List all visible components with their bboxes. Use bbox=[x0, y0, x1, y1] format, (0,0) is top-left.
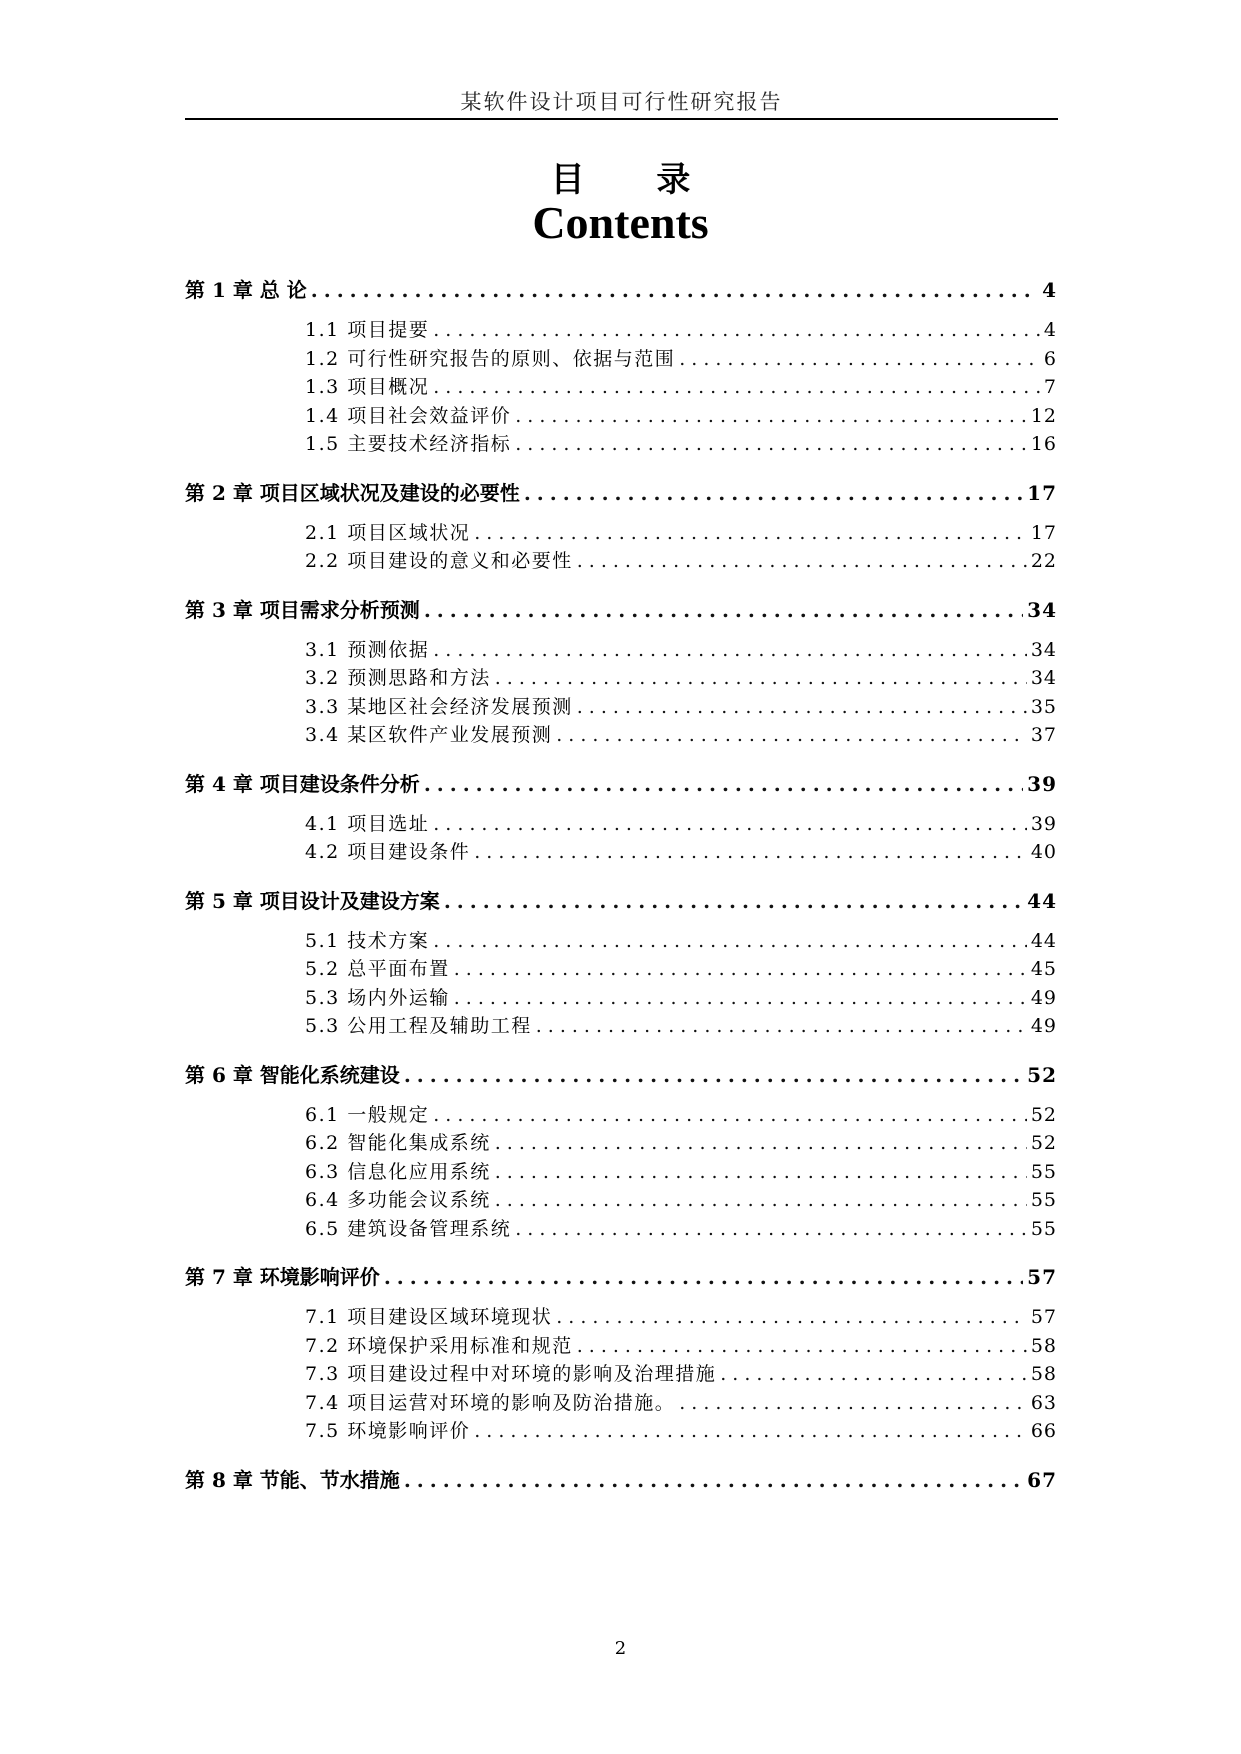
chapter-page-number: 52 bbox=[1027, 1062, 1057, 1087]
dot-leader bbox=[404, 1055, 1023, 1095]
dot-leader bbox=[536, 1012, 1027, 1041]
section-page-number: 63 bbox=[1030, 1391, 1057, 1414]
toc-chapter bbox=[185, 764, 1057, 867]
dot-leader bbox=[515, 430, 1027, 459]
chapter-title: 第 3 章 项目需求分析预测 bbox=[185, 597, 420, 622]
section-page-number: 45 bbox=[1030, 958, 1057, 980]
section-page-number: 35 bbox=[1030, 695, 1057, 718]
section-page-number: 49 bbox=[1030, 1015, 1057, 1037]
toc-section-entry[interactable] bbox=[185, 345, 1057, 374]
section-page-number: 4 bbox=[1043, 319, 1057, 341]
chapter-page-number: 34 bbox=[1027, 597, 1057, 622]
toc-section-entry[interactable] bbox=[185, 810, 1057, 839]
toc-section-entry[interactable] bbox=[185, 1129, 1057, 1158]
dot-leader bbox=[424, 764, 1023, 804]
toc-title-chinese: 目 录 bbox=[550, 160, 721, 200]
toc-section-entry[interactable] bbox=[185, 1360, 1057, 1389]
section-title: 7.4 项目运营对环境的影响及防治措施。 bbox=[305, 1391, 676, 1414]
section-title: 7.2 环境保护采用标准和规范 bbox=[305, 1334, 573, 1357]
section-title: 6.5 建筑设备管理系统 bbox=[305, 1217, 512, 1240]
section-title: 2.2 项目建设的意义和必要性 bbox=[305, 550, 573, 572]
toc-chapter-entry[interactable] bbox=[185, 764, 1057, 804]
section-title: 4.1 项目选址 bbox=[305, 812, 430, 835]
section-title: 1.5 主要技术经济指标 bbox=[305, 433, 512, 455]
section-title: 6.1 一般规定 bbox=[305, 1103, 430, 1126]
dot-leader bbox=[311, 270, 1038, 310]
section-page-number: 55 bbox=[1030, 1189, 1057, 1211]
section-title: 7.5 环境影响评价 bbox=[305, 1420, 471, 1442]
dot-leader bbox=[524, 473, 1023, 513]
chapter-title: 第 5 章 项目设计及建设方案 bbox=[185, 888, 440, 913]
section-title: 3.2 预测思路和方法 bbox=[305, 667, 491, 689]
toc-section-entry[interactable] bbox=[185, 693, 1057, 722]
section-page-number: 17 bbox=[1030, 521, 1057, 544]
chapter-title: 第 8 章 节能、节水措施 bbox=[185, 1467, 400, 1492]
chapter-title: 第 2 章 项目区域状况及建设的必要性 bbox=[185, 480, 520, 505]
chapter-page-number: 57 bbox=[1027, 1265, 1057, 1289]
chapter-page-number: 44 bbox=[1027, 888, 1057, 913]
dot-leader bbox=[474, 519, 1027, 548]
chapter-page-number: 39 bbox=[1027, 771, 1057, 796]
toc-title-english: Contents bbox=[532, 197, 709, 248]
dot-leader bbox=[454, 984, 1027, 1013]
section-title: 2.1 项目区域状况 bbox=[305, 521, 471, 544]
toc-section-entry[interactable] bbox=[185, 402, 1057, 431]
section-page-number: 52 bbox=[1030, 1132, 1057, 1154]
section-page-number: 12 bbox=[1030, 404, 1057, 427]
chapter-page-number: 67 bbox=[1027, 1467, 1057, 1492]
section-title: 6.2 智能化集成系统 bbox=[305, 1132, 491, 1154]
toc-section-entry[interactable] bbox=[185, 1101, 1057, 1130]
section-title: 3.4 某区软件产业发展预测 bbox=[305, 724, 553, 746]
section-page-number: 66 bbox=[1030, 1420, 1057, 1442]
toc-section-entry[interactable] bbox=[185, 927, 1057, 956]
dot-leader bbox=[433, 810, 1027, 839]
section-page-number: 55 bbox=[1030, 1217, 1057, 1240]
running-header: 某软件设计项目可行性研究报告 bbox=[460, 90, 783, 114]
toc-chapter-entry[interactable] bbox=[185, 1055, 1057, 1095]
section-title: 1.3 项目概况 bbox=[305, 376, 430, 398]
chapter-title: 第 6 章 智能化系统建设 bbox=[185, 1062, 400, 1087]
section-page-number: 37 bbox=[1030, 724, 1057, 746]
dot-leader bbox=[515, 1215, 1027, 1244]
toc-chapter-entry[interactable] bbox=[185, 1460, 1057, 1500]
chapter-title: 第 1 章 总 论 bbox=[185, 278, 307, 302]
toc-section-entry[interactable] bbox=[185, 984, 1057, 1013]
section-page-number: 34 bbox=[1030, 638, 1057, 661]
toc-section-entry[interactable] bbox=[185, 1303, 1057, 1332]
section-title: 5.1 技术方案 bbox=[305, 929, 430, 952]
toc-section-entry[interactable] bbox=[185, 838, 1057, 867]
dot-leader bbox=[433, 636, 1027, 665]
toc-section-entry[interactable] bbox=[185, 316, 1057, 345]
section-title: 4.2 项目建设条件 bbox=[305, 841, 471, 863]
toc-section-entry[interactable] bbox=[185, 664, 1057, 693]
dot-leader bbox=[384, 1257, 1023, 1297]
chapter-page-number: 17 bbox=[1027, 480, 1057, 505]
section-page-number: 16 bbox=[1030, 433, 1057, 455]
dot-leader bbox=[720, 1360, 1027, 1389]
toc-section-entry[interactable] bbox=[185, 1012, 1057, 1041]
toc-section-entry[interactable] bbox=[185, 1186, 1057, 1215]
section-title: 1.4 项目社会效益评价 bbox=[305, 404, 512, 427]
dot-leader bbox=[515, 402, 1027, 431]
section-title: 6.4 多功能会议系统 bbox=[305, 1189, 491, 1211]
toc-chapter-entry[interactable] bbox=[185, 270, 1057, 310]
dot-leader bbox=[679, 345, 1040, 374]
toc-section-entry[interactable] bbox=[185, 547, 1057, 576]
chapter-page-number: 4 bbox=[1042, 278, 1057, 302]
toc-chapter bbox=[185, 473, 1057, 576]
dot-leader bbox=[577, 693, 1027, 722]
dot-leader bbox=[474, 838, 1027, 867]
dot-leader bbox=[495, 1186, 1027, 1215]
toc-section-entry[interactable] bbox=[185, 1158, 1057, 1187]
section-page-number: 58 bbox=[1030, 1334, 1057, 1357]
section-title: 5.3 公用工程及辅助工程 bbox=[305, 1015, 532, 1037]
chapter-title: 第 7 章 环境影响评价 bbox=[185, 1265, 380, 1289]
section-title: 3.3 某地区社会经济发展预测 bbox=[305, 695, 573, 718]
section-page-number: 58 bbox=[1030, 1363, 1057, 1385]
toc-chapter bbox=[185, 270, 1057, 459]
toc-section-entry[interactable] bbox=[185, 430, 1057, 459]
dot-leader bbox=[433, 927, 1027, 956]
section-page-number: 49 bbox=[1030, 986, 1057, 1009]
header-rule bbox=[185, 118, 1058, 120]
section-page-number: 40 bbox=[1030, 841, 1057, 863]
page-number: 2 bbox=[614, 1638, 627, 1659]
dot-leader bbox=[679, 1389, 1027, 1418]
section-page-number: 34 bbox=[1030, 667, 1057, 689]
toc-chapter-entry[interactable] bbox=[185, 590, 1057, 630]
section-title: 3.1 预测依据 bbox=[305, 638, 430, 661]
section-title: 1.2 可行性研究报告的原则、依据与范围 bbox=[305, 347, 676, 370]
dot-leader bbox=[495, 664, 1027, 693]
section-page-number: 55 bbox=[1030, 1160, 1057, 1183]
toc-section-entry[interactable] bbox=[185, 636, 1057, 665]
section-page-number: 6 bbox=[1043, 347, 1057, 370]
dot-leader bbox=[404, 1460, 1023, 1500]
dot-leader bbox=[577, 547, 1027, 576]
toc-chapter-entry[interactable] bbox=[185, 881, 1057, 921]
dot-leader bbox=[495, 1129, 1027, 1158]
section-page-number: 7 bbox=[1043, 376, 1057, 398]
section-title: 5.2 总平面布置 bbox=[305, 958, 450, 980]
dot-leader bbox=[454, 955, 1027, 984]
toc-chapter bbox=[185, 590, 1057, 750]
toc-section-entry[interactable] bbox=[185, 721, 1057, 750]
section-title: 7.1 项目建设区域环境现状 bbox=[305, 1306, 553, 1328]
dot-leader bbox=[433, 316, 1040, 345]
dot-leader bbox=[433, 1101, 1027, 1130]
toc-chapter-entry[interactable] bbox=[185, 473, 1057, 513]
section-title: 6.3 信息化应用系统 bbox=[305, 1160, 491, 1183]
toc-chapter bbox=[185, 1055, 1057, 1244]
dot-leader bbox=[556, 1303, 1027, 1332]
section-page-number: 44 bbox=[1030, 929, 1057, 952]
dot-leader bbox=[433, 373, 1040, 402]
section-page-number: 57 bbox=[1030, 1306, 1057, 1328]
dot-leader bbox=[495, 1158, 1027, 1187]
table-of-contents bbox=[185, 270, 1057, 1506]
toc-section-entry[interactable] bbox=[185, 1332, 1057, 1361]
toc-chapter-entry[interactable] bbox=[185, 1257, 1057, 1297]
section-title: 1.1 项目提要 bbox=[305, 319, 430, 341]
chapter-title: 第 4 章 项目建设条件分析 bbox=[185, 771, 420, 796]
dot-leader bbox=[577, 1332, 1027, 1361]
toc-section-entry[interactable] bbox=[185, 1215, 1057, 1244]
dot-leader bbox=[424, 590, 1023, 630]
toc-section-entry[interactable] bbox=[185, 373, 1057, 402]
dot-leader bbox=[444, 881, 1023, 921]
dot-leader bbox=[556, 721, 1027, 750]
toc-chapter bbox=[185, 1460, 1057, 1500]
section-title: 7.3 项目建设过程中对环境的影响及治理措施 bbox=[305, 1363, 717, 1385]
toc-chapter bbox=[185, 1257, 1057, 1446]
dot-leader bbox=[474, 1417, 1027, 1446]
section-page-number: 22 bbox=[1030, 550, 1057, 572]
toc-section-entry[interactable] bbox=[185, 519, 1057, 548]
section-page-number: 52 bbox=[1030, 1103, 1057, 1126]
toc-chapter bbox=[185, 881, 1057, 1041]
toc-section-entry[interactable] bbox=[185, 1417, 1057, 1446]
toc-section-entry[interactable] bbox=[185, 1389, 1057, 1418]
toc-section-entry[interactable] bbox=[185, 955, 1057, 984]
section-page-number: 39 bbox=[1030, 812, 1057, 835]
section-title: 5.3 场内外运输 bbox=[305, 986, 450, 1009]
